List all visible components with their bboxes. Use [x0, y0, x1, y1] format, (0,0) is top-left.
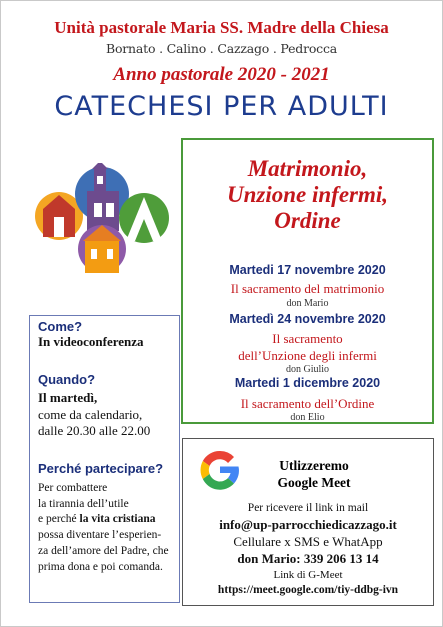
why-question: Perché partecipare?: [38, 461, 164, 476]
meet-link[interactable]: https://meet.google.com/tiy-ddbg-ivn: [217, 584, 399, 596]
meeting-subject: Il sacramento del matrimonio: [230, 281, 385, 296]
email-address: info@up-parrocchiedicazzago.it: [219, 517, 397, 532]
churches-logo-icon: [23, 163, 173, 273]
how-answer: In videoconferenza: [38, 334, 144, 349]
receive-note: Per ricevere il link in mail: [247, 502, 369, 514]
topics-title: Matrimonio, Unzione infermi, Ordine: [226, 156, 389, 233]
meeting-subject: Il sacramento dell’Ordine: [240, 396, 375, 411]
meeting-speaker: don Giulio: [285, 364, 330, 375]
sms-line: Cellulare x SMS e WhatApp: [233, 534, 383, 549]
how-question: Come?: [38, 319, 83, 334]
meeting-date: Martedì 24 novembre 2020: [229, 312, 386, 326]
meeting-speaker: don Mario: [286, 298, 329, 309]
when-answer: come da calendario,: [38, 407, 143, 422]
pastoral-year: Anno pastorale 2020 - 2021: [113, 64, 330, 85]
main-title: CATECHESI PER ADULTI: [54, 91, 389, 122]
google-g-icon: [197, 447, 243, 493]
meeting-subject: dell’Unzione degli infermi: [238, 348, 377, 363]
meet-title: Utlizzeremo Google Meet: [277, 458, 351, 490]
when-answer: Il martedì,: [38, 390, 98, 405]
link-label: Link di G-Meet: [273, 569, 343, 581]
when-question: Quando?: [38, 372, 96, 387]
meeting-date: Martedi 17 novembre 2020: [229, 263, 386, 277]
meeting-subject: Il sacramento: [272, 331, 343, 346]
org-title: Unità pastorale Maria SS. Madre della Chiesa: [54, 18, 389, 37]
why-text: Per combattere la tirannia dell’utile e perché la vita cristiana possa diventare l’esperien- za dell’amore del Padre, che prima dona e poi comanda.: [38, 482, 169, 573]
when-answer: dalle 20.30 alle 22.00: [38, 423, 151, 438]
parishes-line: Bornato . Calino . Cazzago . Pedrocca: [105, 41, 338, 56]
phone-number: don Mario: 339 206 13 14: [237, 551, 379, 566]
meeting-speaker: don Elio: [290, 412, 325, 423]
meeting-date: Martedi 1 dicembre 2020: [234, 376, 381, 390]
